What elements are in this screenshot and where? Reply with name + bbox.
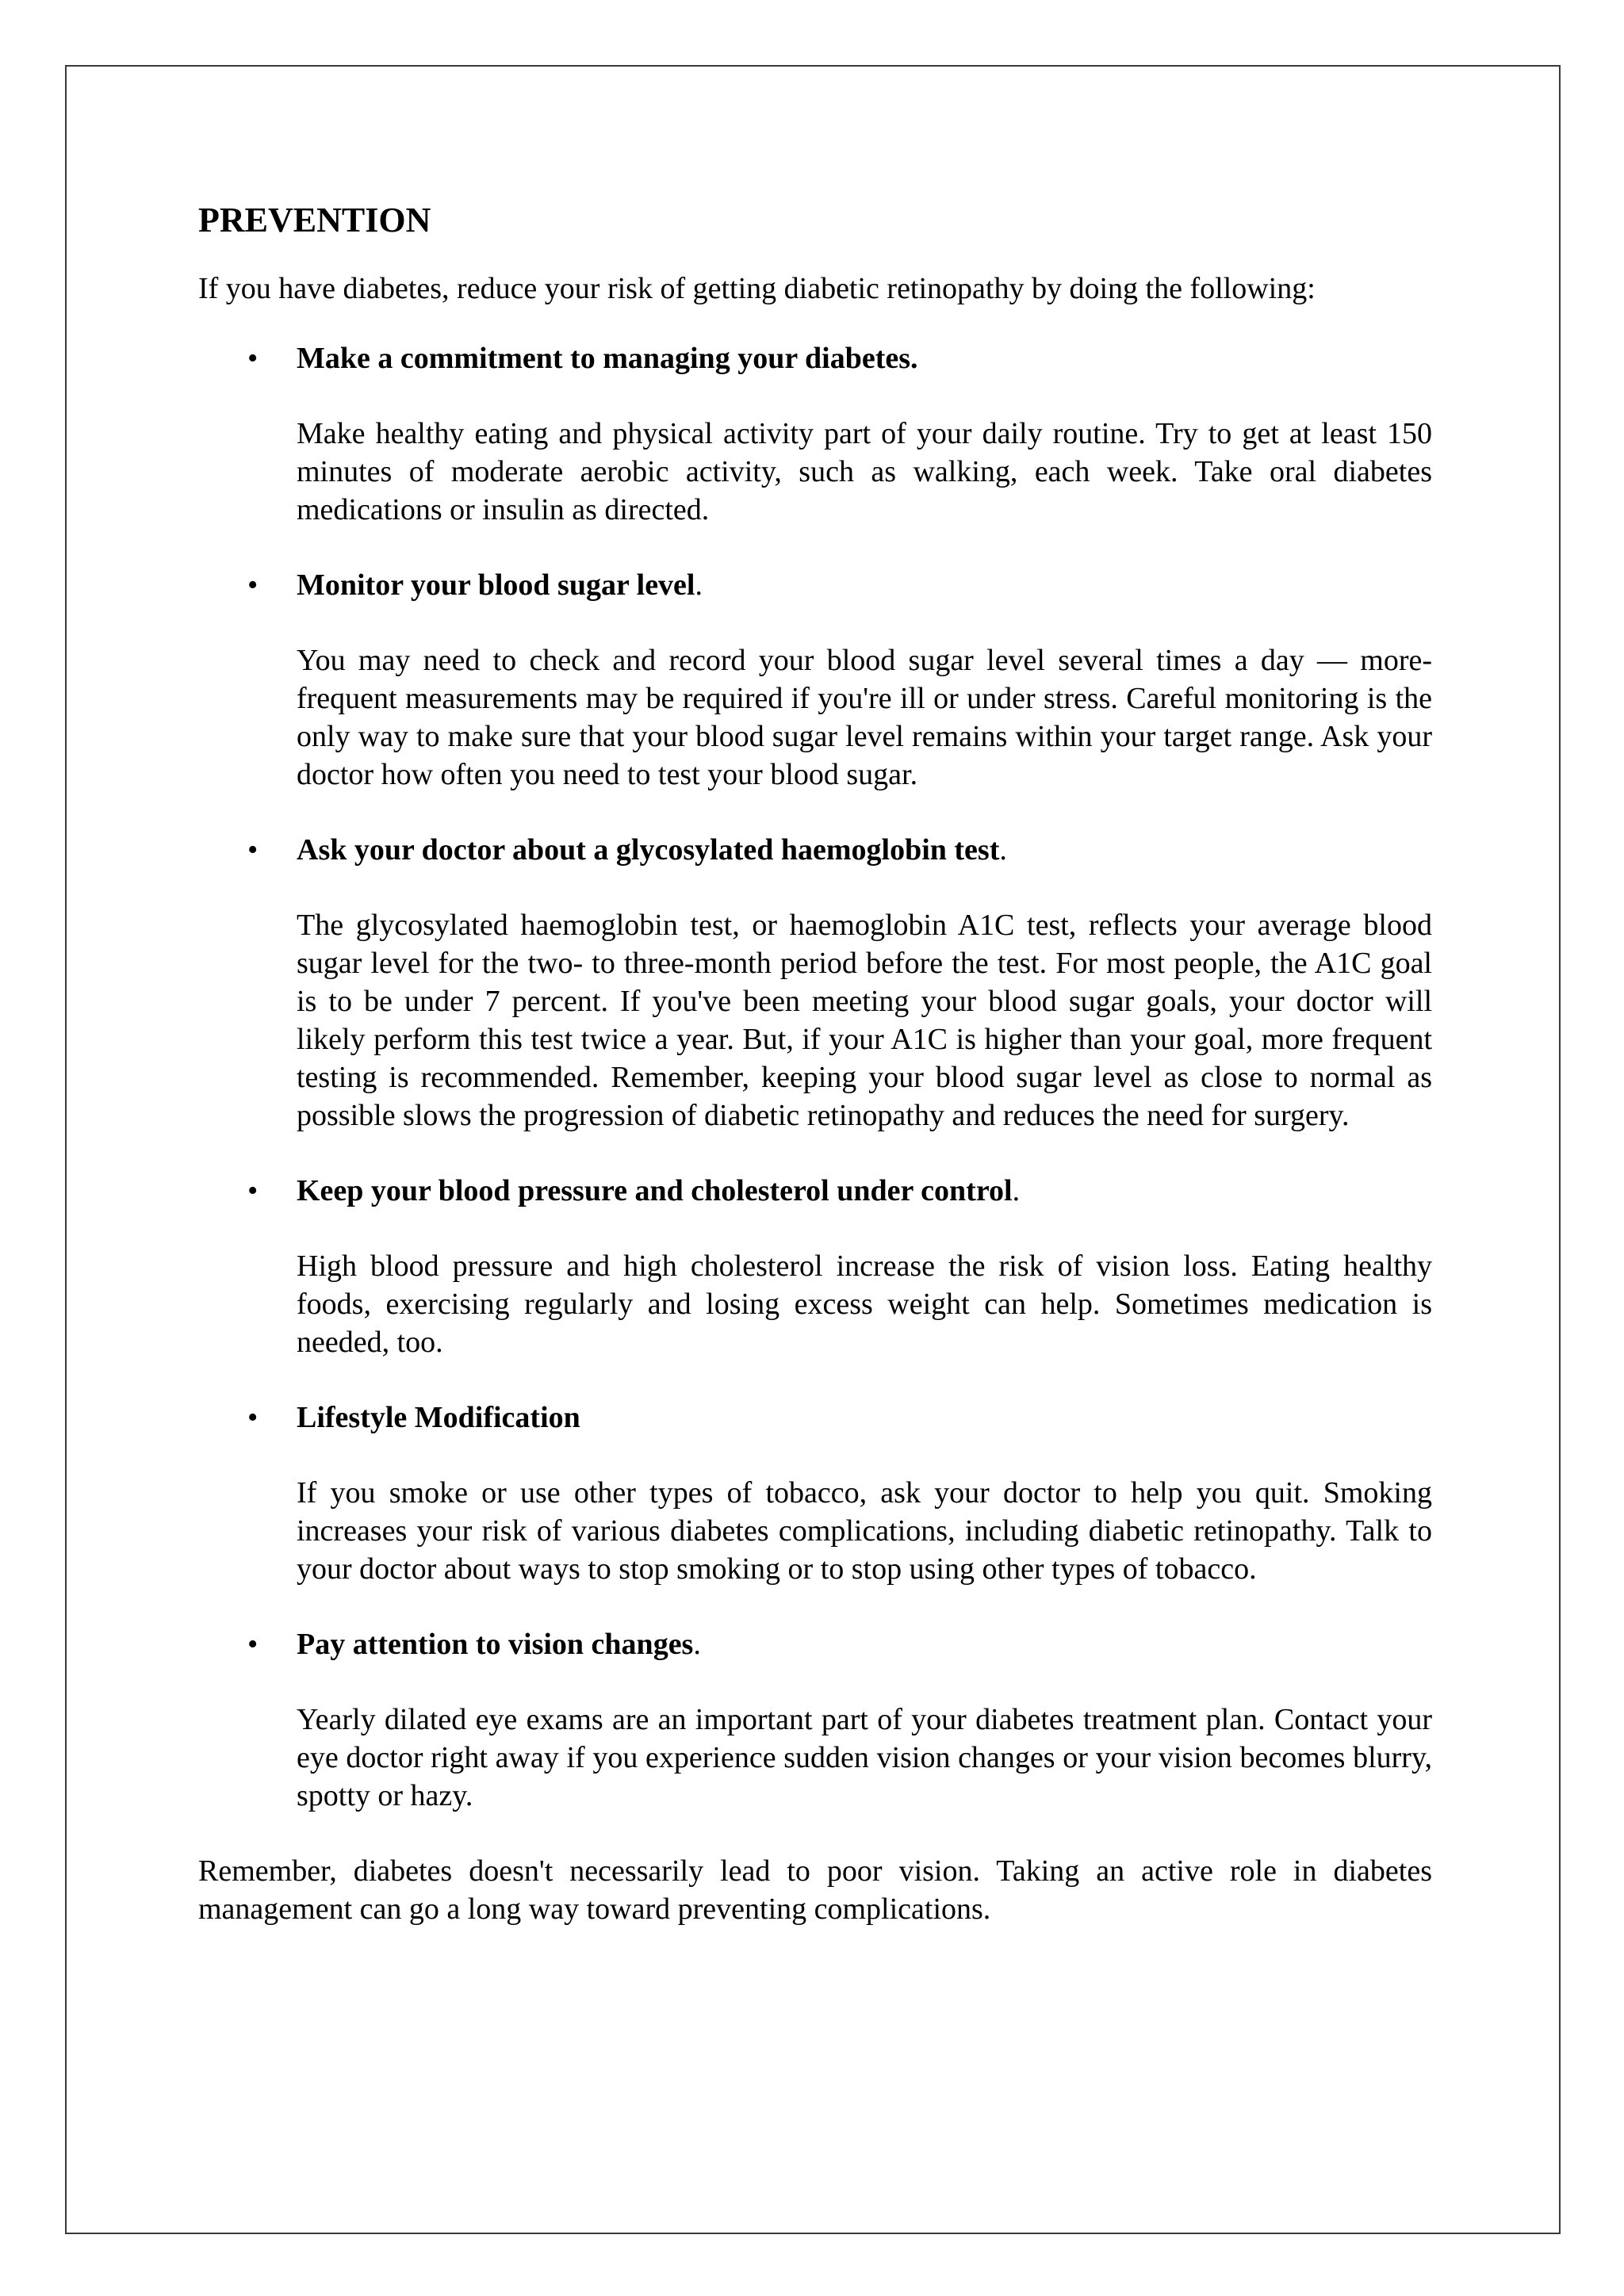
item-body: If you smoke or use other types of tobacco, ask your doctor to help you quit. Smoking increases your risk of various diabetes complications, including diabetic retinopathy. Talk to your doctor about ways to stop smoking or to stop using other types of tobacco.: [297, 1476, 1432, 1586]
item-title-text: Make a commitment to managing your diabetes.: [297, 342, 918, 375]
item-body: Yearly dilated eye exams are an important part of your diabetes treatment plan. Contact your eye doctor right away if you experience sudden vision changes or your vision becomes blurry, spotty or hazy.: [297, 1703, 1432, 1812]
bullet-icon: •: [247, 1401, 259, 1434]
item-title-text: Monitor your blood sugar level: [297, 568, 695, 602]
closing-paragraph: Remember, diabetes doesn't necessarily lead to poor vision. Taking an active role in diabetes management can go a long way toward preventing complications.: [198, 1854, 1432, 1926]
list-item: [198, 1172, 1432, 1361]
item-title: [297, 1399, 1432, 1437]
item-title-suffix: .: [695, 568, 703, 602]
item-title-suffix: .: [1012, 1174, 1021, 1207]
item-title-text: Ask your doctor about a glycosylated haemoglobin test: [297, 833, 1000, 867]
item-title: [297, 566, 1432, 604]
bullet-icon: •: [247, 1174, 259, 1207]
item-title: [297, 1625, 1432, 1663]
item-title: [297, 1172, 1432, 1210]
bullet-icon: •: [247, 833, 259, 867]
item-body: High blood pressure and high cholesterol increase the risk of vision loss. Eating healthy foods, exercising regularly and losing excess weight can help. Sometimes medication is needed, too.: [297, 1249, 1432, 1359]
bullet-icon: •: [247, 342, 259, 375]
item-body: The glycosylated haemoglobin test, or haemoglobin A1C test, reflects your average blood sugar level for the two- to three-month period before the test. For most people, the A1C goal is to be under 7 percent. If you've been meeting your blood sugar goals, your doctor will likely perform this test twice a year. But, if your A1C is higher than your goal, more frequent testing is recommended. Remember, keeping your blood sugar level as close to normal as possible slows the progression of diabetic retinopathy and reduces the need for surgery.: [297, 909, 1432, 1132]
item-title-suffix: .: [999, 833, 1007, 867]
document-content: [198, 193, 1432, 1928]
list-item: [198, 1399, 1432, 1588]
item-title-text: Lifestyle Modification: [297, 1401, 580, 1434]
item-title-text: Keep your blood pressure and cholesterol under control: [297, 1174, 1013, 1207]
item-body: You may need to check and record your blood sugar level several times a day — more-frequent measurements may be required if you're ill or under stress. Careful monitoring is the only way to make sure that your blood sugar level remains within your target range. Ask your doctor how often you need to test your blood sugar.: [297, 644, 1432, 791]
item-title-suffix: .: [693, 1628, 701, 1661]
bullet-icon: •: [247, 1628, 259, 1661]
list-item: [198, 339, 1432, 529]
item-body: Make healthy eating and physical activity part of your daily routine. Try to get at least 150 minutes of moderate aerobic activity, such as walking, each week. Take oral diabetes medications or insulin as directed.: [297, 417, 1432, 526]
list-item: [198, 566, 1432, 794]
prevention-list: [198, 339, 1432, 1815]
bullet-icon: •: [247, 568, 259, 602]
item-title: [297, 339, 1432, 377]
list-item: [198, 1625, 1432, 1815]
list-item: [198, 831, 1432, 1135]
item-title-text: Pay attention to vision changes: [297, 1628, 694, 1661]
intro-paragraph: If you have diabetes, reduce your risk of getting diabetic retinopathy by doing the following:: [198, 272, 1316, 305]
item-title: [297, 831, 1432, 869]
page-title: PREVENTION: [198, 201, 431, 239]
